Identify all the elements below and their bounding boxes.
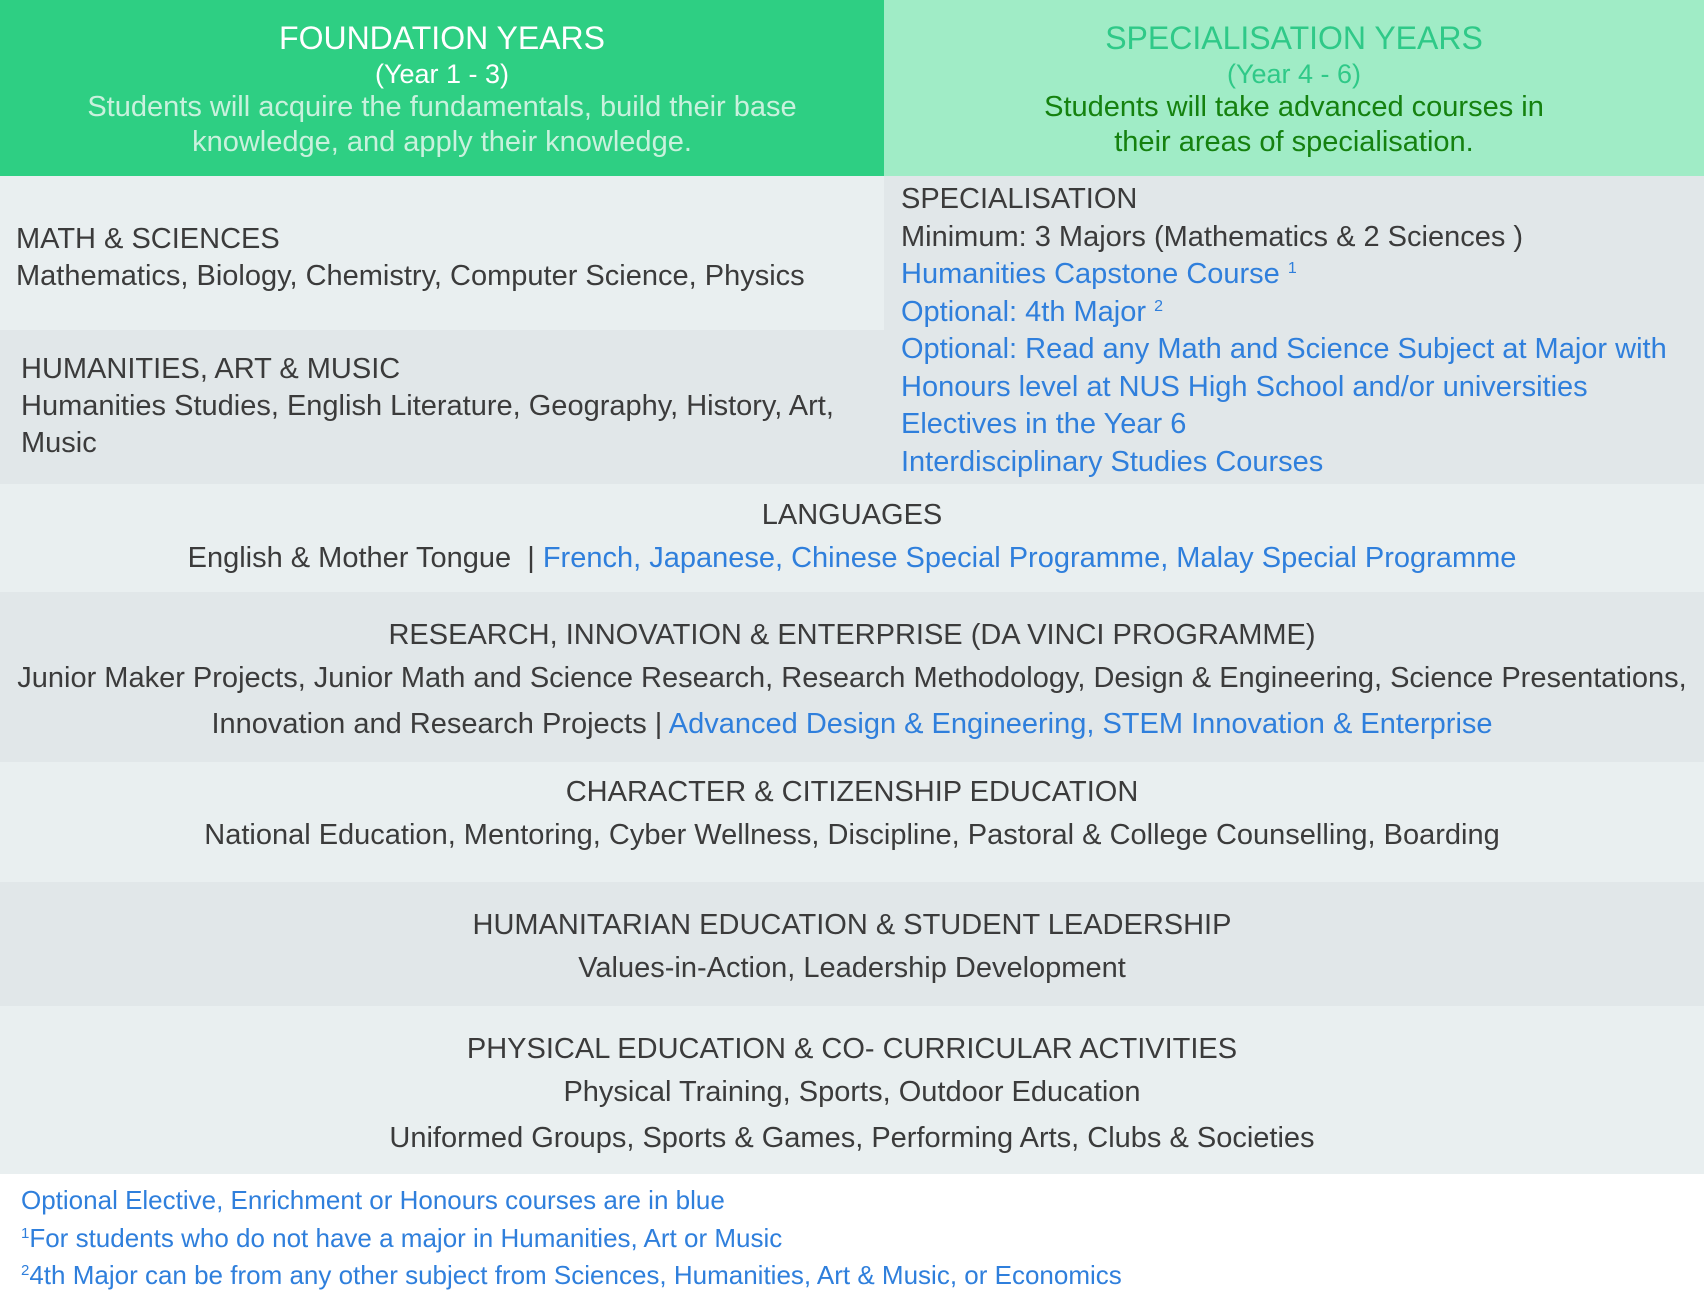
languages-heading: LANGUAGES: [761, 499, 943, 531]
specialisation-years-header: [884, 0, 1704, 176]
honours-option-line1: Optional: Read any Math and Science Subject at Major with: [901, 333, 1667, 365]
languages-optional: French, Japanese, Chinese Special Programme, Malay Special Programme: [542, 542, 1517, 574]
humanities-capstone-label: Humanities Capstone Course: [901, 258, 1280, 290]
research-line2: [0, 701, 1704, 747]
research-core-line1: Junior Maker Projects, Junior Math and Science Research, Research Methodology, Design & Engineering, Science Presentations,: [17, 662, 1687, 694]
footnote-2-mark: 2: [21, 1262, 30, 1279]
humanities-subjects: Humanities Studies, English Literature, Geography, History, Art, Music: [21, 390, 834, 459]
physical-line1: Physical Training, Sports, Outdoor Education: [563, 1076, 1141, 1108]
specialisation-cell: [884, 176, 1704, 484]
honours-option-line2: Honours level at NUS High School and/or universities: [901, 370, 1588, 403]
character-heading: CHARACTER & CITIZENSHIP EDUCATION: [565, 776, 1139, 808]
footnote-mark-2: 2: [1154, 297, 1163, 315]
humanities-art-music-cell: [0, 330, 884, 484]
languages-core: English & Mother Tongue |: [187, 542, 535, 574]
foundation-years-range: (Year 1 - 3): [374, 59, 510, 89]
math-sciences-subjects: Mathematics, Biology, Chemistry, Computer Science, Physics: [16, 260, 805, 292]
humanitarian-leadership-row: [0, 882, 1704, 1006]
research-optional: Advanced Design & Engineering, STEM Innovation & Enterprise: [668, 708, 1493, 740]
physical-education-row: [0, 1006, 1704, 1174]
fourth-major-label: Optional: 4th Major: [901, 295, 1147, 328]
languages-row: [0, 484, 1704, 592]
specialisation-title: SPECIALISATION YEARS: [1105, 20, 1483, 56]
specialisation-years-range: (Year 4 - 6): [1226, 59, 1362, 89]
footnote-2-text: 4th Major can be from any other subject from Sciences, Humanities, Art & Music, or Economics: [29, 1260, 1122, 1290]
math-sciences-cell: [0, 176, 884, 330]
year6-electives: Electives in the Year 6: [901, 408, 1187, 440]
humanitarian-items: Values-in-Action, Leadership Development: [578, 952, 1126, 984]
humanities-capstone: [901, 256, 1704, 294]
footnote-1: [21, 1220, 1701, 1258]
character-items: National Education, Mentoring, Cyber Wellness, Discipline, Pastoral & College Counselling, Boarding: [204, 819, 1500, 851]
research-heading: RESEARCH, INNOVATION & ENTERPRISE (DA VINCI PROGRAMME): [388, 619, 1316, 651]
interdisciplinary-courses: Interdisciplinary Studies Courses: [901, 445, 1324, 478]
physical-heading: PHYSICAL EDUCATION & CO- CURRICULAR ACTIVITIES: [466, 1033, 1238, 1065]
footnotes: [21, 1182, 1701, 1295]
research-innovation-row: [0, 592, 1704, 762]
math-sciences-heading: MATH & SCIENCES: [16, 223, 280, 255]
foundation-years-header: [0, 0, 884, 176]
foundation-title: FOUNDATION YEARS: [279, 20, 605, 56]
physical-line2: Uniformed Groups, Sports & Games, Performing Arts, Clubs & Societies: [389, 1122, 1315, 1154]
character-citizenship-row: [0, 762, 1704, 882]
fourth-major: [901, 294, 1704, 332]
research-core-line2: Innovation and Research Projects |: [211, 708, 663, 740]
humanitarian-heading: HUMANITARIAN EDUCATION & STUDENT LEADERSHIP: [472, 909, 1232, 941]
foundation-description: Students will acquire the fundamentals, build their base knowledge, and apply their knowledge.: [87, 91, 797, 158]
blue-legend-note: Optional Elective, Enrichment or Honours courses are in blue: [21, 1185, 725, 1215]
footnote-1-mark: 1: [21, 1224, 30, 1242]
minimum-majors: Minimum: 3 Majors (Mathematics & 2 Sciences ): [901, 220, 1524, 253]
languages-subjects: [0, 535, 1704, 581]
humanities-heading: HUMANITIES, ART & MUSIC: [21, 353, 401, 385]
specialisation-description: Students will take advanced courses in their areas of specialisation.: [1044, 91, 1544, 158]
footnote-1-text: For students who do not have a major in Humanities, Art or Music: [29, 1222, 783, 1253]
footnote-mark-1: 1: [1287, 260, 1297, 277]
specialisation-heading: SPECIALISATION: [901, 183, 1138, 215]
footnote-2: [21, 1257, 1701, 1295]
